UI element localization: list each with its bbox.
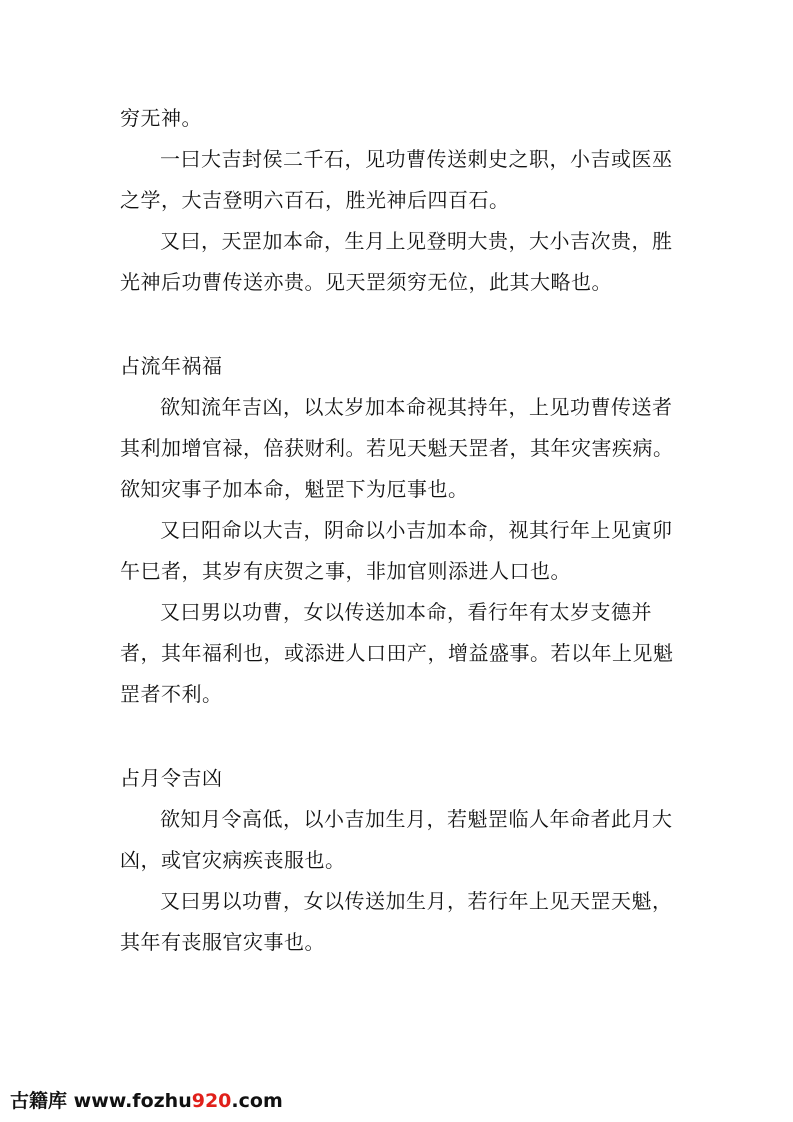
paragraph: 又曰男以功曹，女以传送加生月，若行年上见天罡天魁，其年有丧服官灾事也。 <box>120 889 673 954</box>
paragraph: 一曰大吉封侯二千石，见功曹传送刺史之职，小吉或医巫之学，大吉登明六百石，胜光神后四百石。 <box>120 147 673 212</box>
paragraph: 欲知月令高低，以小吉加生月，若魁罡临人年命者此月大凶，或官灾病疾丧服也。 <box>120 807 673 872</box>
opening-text <box>120 98 680 303</box>
section-title-liunian: 占流年祸福 <box>120 354 223 378</box>
paragraph: 又曰，天罡加本命，生月上见登明大贵，大小吉次贵，胜光神后功曹传送亦贵。见天罡须穷无位，此其大略也。 <box>120 229 673 294</box>
footer-watermark <box>10 1086 283 1113</box>
section-title-yueling: 占月令吉凶 <box>120 766 223 790</box>
continuation-line: 穷无神。 <box>120 106 202 130</box>
paragraph: 又曰男以功曹，女以传送加本命，看行年有太岁支德并者，其年福利也，或添进人口田产，增益盛事。若以年上见魁罡者不利。 <box>120 600 674 706</box>
paragraph: 欲知流年吉凶，以太岁加本命视其持年，上见功曹传送者其利加增官禄，倍获财利。若见天魁天罡者，其年灾害疾病。欲知灾事子加本命，魁罡下为厄事也。 <box>120 395 674 501</box>
section-body-liunian <box>120 387 680 715</box>
paragraph: 又曰阳命以大吉，阴命以小吉加本命，视其行年上见寅卯午巳者，其岁有庆贺之事，非加官则添进人口也。 <box>120 518 673 583</box>
site-name: 古籍库 <box>10 1090 68 1112</box>
section-body-yueling <box>120 799 680 963</box>
site-url[interactable]: www.fozhu920.com <box>73 1090 283 1112</box>
